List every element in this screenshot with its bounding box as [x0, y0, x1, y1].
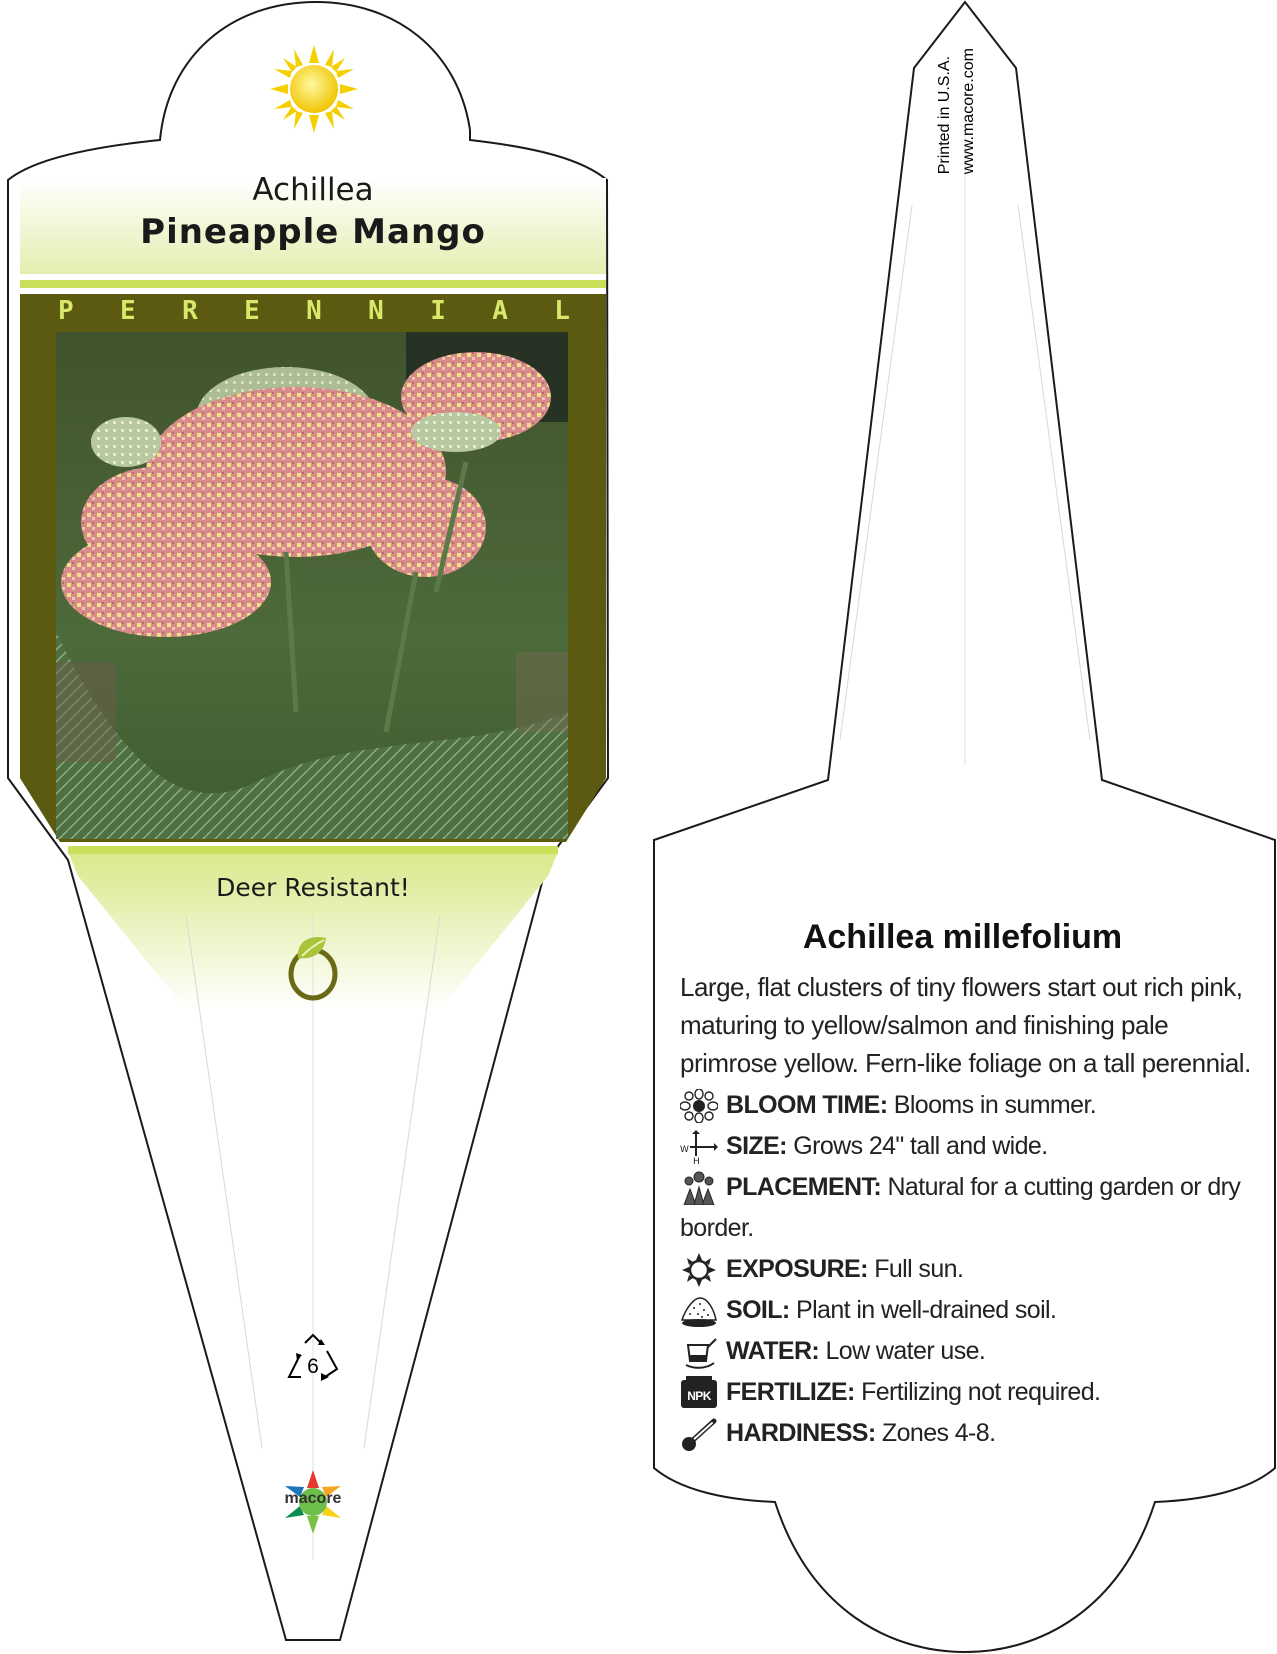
attr-bloom-time: [680, 1085, 1260, 1126]
watering-can-icon: [680, 1335, 718, 1369]
care-attributes: [680, 1085, 1260, 1454]
feature-text: Deer Resistant!: [216, 873, 410, 902]
plant-type-letter: I: [430, 296, 446, 326]
plant-type-letter: A: [492, 296, 508, 326]
brand-name: macore: [284, 1490, 342, 1507]
attr-label: WATER:: [726, 1337, 826, 1365]
attr-value: Blooms in summer.: [893, 1091, 1097, 1119]
plant-cultivar: Pineapple Mango: [140, 212, 486, 252]
attr-label: SIZE:: [726, 1132, 794, 1160]
recycle-number: 6: [307, 1355, 319, 1378]
attr-placement: [680, 1167, 1260, 1208]
sun-icon: [270, 45, 358, 133]
leaf-badge-icon: [286, 932, 340, 1002]
plant-type-letter: P: [58, 296, 74, 326]
attr-value: Grows 24" tall and wide.: [793, 1132, 1048, 1160]
attr-label: FERTILIZE:: [726, 1378, 862, 1406]
plant-type-letter: L: [554, 296, 570, 326]
attr-hardiness: [680, 1413, 1260, 1454]
svg-text:W: W: [680, 1145, 689, 1155]
plant-type-letter: R: [182, 296, 198, 326]
svg-text:H: H: [693, 1157, 700, 1164]
printed-info: [933, 48, 1093, 174]
attr-value: Plant in well-drained soil.: [796, 1296, 1057, 1324]
attr-value: Low water use.: [825, 1337, 986, 1365]
attr-value: Fertilizing not required.: [861, 1378, 1101, 1406]
size-arrows-icon: [680, 1130, 718, 1164]
exposure-sun-icon: [680, 1253, 718, 1287]
printed-country: Printed in U.S.A.: [936, 55, 953, 175]
plant-type-letter: E: [244, 296, 260, 326]
attr-label: SOIL:: [726, 1296, 797, 1324]
attr-label: EXPOSURE:: [726, 1255, 875, 1283]
svg-text:NPK: NPK: [687, 1389, 711, 1403]
printed-website: www.macore.com: [960, 48, 977, 175]
plant-description: Large, flat clusters of tiny flowers start out rich pink, maturing to yellow/salmon and finishing pale primrose yellow. Fern-like foliage on a tall perennial.: [680, 972, 1251, 1078]
attr-label: PLACEMENT:: [726, 1173, 888, 1201]
attr-exposure: [680, 1249, 1260, 1290]
attr-value: Natural for a cutting garden or dry: [887, 1173, 1241, 1201]
scientific-name: Achillea millefolium: [802, 918, 1123, 956]
attr-value: Zones 4-8.: [881, 1419, 996, 1447]
plant-genus: Achillea: [252, 172, 374, 208]
attr-water: [680, 1331, 1260, 1372]
attr-value: border.: [680, 1214, 754, 1242]
plant-type-letter: E: [120, 296, 136, 326]
attr-fertilize: [680, 1372, 1260, 1413]
plant-type-letter: N: [368, 296, 384, 326]
placement-plants-icon: [680, 1171, 718, 1205]
soil-mound-icon: [680, 1294, 718, 1328]
attr-value: Full sun.: [874, 1255, 964, 1283]
plant-type-label: [58, 296, 570, 326]
attr-size: [680, 1126, 1260, 1167]
attr-placement-continued: [680, 1208, 1260, 1249]
thermometer-icon: [680, 1417, 718, 1451]
npk-fertilizer-icon: [680, 1376, 718, 1410]
attr-label: HARDINESS:: [726, 1419, 882, 1447]
plant-type-letter: N: [306, 296, 322, 326]
plant-photo: [56, 332, 568, 839]
bloom-flower-icon: [680, 1089, 718, 1123]
attr-label: BLOOM TIME:: [726, 1091, 894, 1119]
attr-soil: [680, 1290, 1260, 1331]
